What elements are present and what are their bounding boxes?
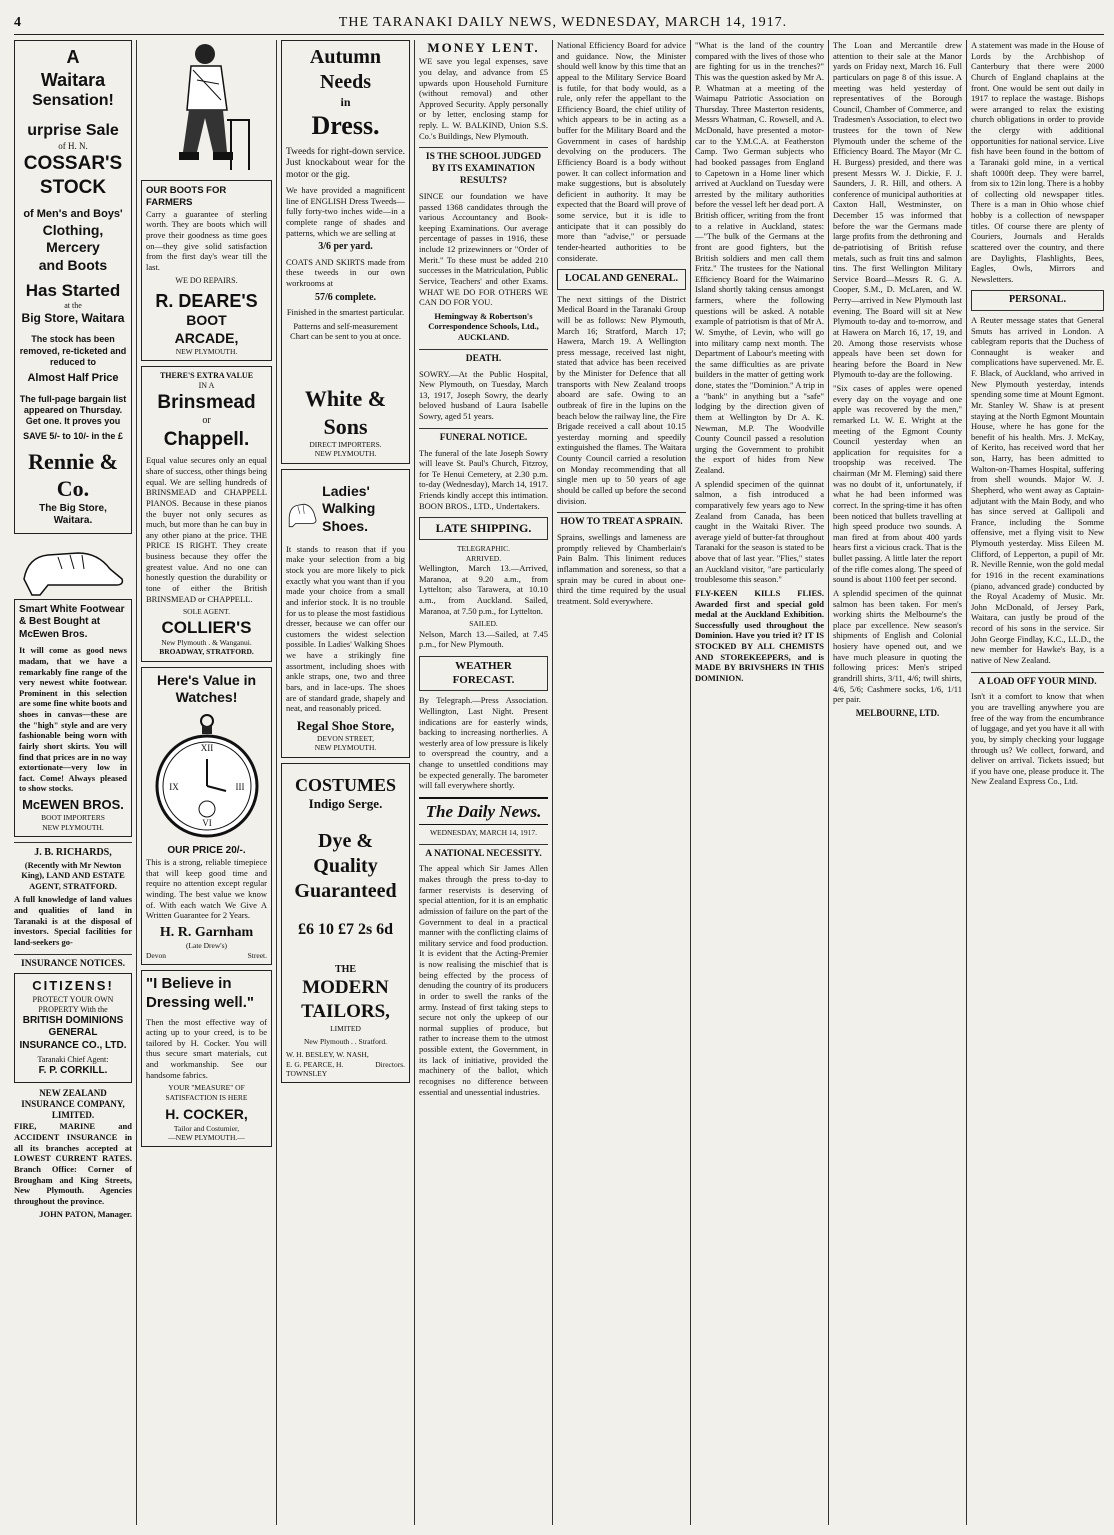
- ad-price: £6 10 £7 2s 6d: [297, 920, 394, 938]
- regal-shoe-ad: [281, 469, 410, 758]
- shoe-illustration: [14, 539, 132, 599]
- ad-name: McEWEN BROS.: [22, 797, 124, 812]
- ad-body: Tweeds for right-down service. Just knockabout wear for the motor or the gig.: [286, 146, 405, 181]
- article-body: A Reuter message states that General Smuts has arrived in London. A cablegram reports that the Duchess of Connaught is weaker and complications have supervened. Mr. E. F. Black, of Auckland, who arrived in New Plymouth yesterday, intends spending some time at Mount Egmont. Mr. Stanley W. Shaw is at present staying at the North Egmont Mountain House, where he has gone for the benefit of his health. Mrs. J. McKay, of Kerito, has received word that her son, Harry, has been admitted to Walton-on-Thames Hospital, suffering from shell wounds. Major W. J. Shepherd, who went away as Captain-adjutant with the Main Body, and who has since served at Gallipoli and France, including the Somme offensive, met a flying visit to New Plymouth yesterday. Miss Eileen M. Clifford, of Lepperton, a pupil of Mr. R. Neville Rennie, won the gold medal for 1916 in the recent examinations (piano, advanced grade) conducted by the Royal Academy of Music. Mr. John McDonald, of Jersey Park, Waitara, can justly be proud of the record of his sons in the service. Sir John George Findlay, K.C., LL.D., the new member for Hawke's Bay, is a native of New Zealand.: [971, 314, 1104, 665]
- ad-heading: OUR BOOTS FOR FARMERS: [146, 185, 227, 208]
- richards-notice: [14, 842, 132, 948]
- section-heading: A LOAD OFF YOUR MIND.: [971, 672, 1104, 689]
- section-heading: INSURANCE NOTICES.: [14, 954, 132, 971]
- ad-line: NEW PLYMOUTH.: [175, 347, 238, 356]
- ad-line: JOHN PATON, Manager.: [39, 1209, 132, 1220]
- article-body: Nelson, March 13.—Sailed, at 7.45 p.m., for New Plymouth.: [419, 628, 548, 650]
- ad-line: New Plymouth . & Wanganui.: [161, 637, 252, 647]
- ad-line: NEW PLYMOUTH.: [314, 449, 377, 459]
- ad-line: Almost Half Price: [27, 372, 119, 384]
- ad-price: 3/6 per yard.: [318, 241, 373, 253]
- rennie-logo: Rennie & Co.: [28, 448, 118, 502]
- ad-line: at the: [64, 301, 82, 311]
- article-body: SOWRY.—At the Public Hospital, New Plymouth, on Tuesday, March 13, 1917, Joseph Sowry, the dearly beloved husband of Laura Isabelle Sowry, aged 51 years.: [419, 368, 548, 421]
- ad-name: White & Sons: [304, 386, 387, 439]
- cocker-tailor-ad: [141, 970, 272, 1147]
- article-body: SINCE our foundation we have passed 1368 candidates through the various Accountancy and Book-keeping Examinations. Our average percentage of passes in 1916, these include 12 prizewinners or "Order of Merit." To these must be added 210 successes in the Matriculation, Public Service, Teachers' and other Exams. WHAT WE DO FOR OTHERS WE CAN DO FOR YOU.: [419, 190, 548, 308]
- article-body: Hemingway & Robertson's Correspondence Schools, Ltd., AUCKLAND.: [428, 310, 539, 342]
- ad-line: IN A: [198, 381, 215, 391]
- masthead: [14, 12, 1104, 35]
- ad-line: in: [340, 95, 351, 109]
- ad-line: STOCK: [39, 177, 107, 198]
- article-body: Sprains, swellings and lameness are promptly relieved by Chamberlain's Pain Balm. This liniment reduces inflammation and soreness, so that a sprain may be cured in about one-third the time required by the usual treatment. Sold everywhere.: [557, 532, 686, 606]
- article-body: The next sittings of the District Medical Board in the Taranaki Group will be as follows: New Plymouth, March 16; Stratford, March 17; Hawera, March 19. A Wellington press message, received last night, stated that advice has been received by the Minister for Defence that all transports with New Zealand troops aboard are safe. Owing to an outbreak of fire in the lupins on the beach below the railway line, the Fire Brigade received a call about 10.15 yesterday morning and speedily extinguished the flames. The Waitara County Council carried a resolution on Monday recommending that all single men up to 50 years of age should be called up before the second division.: [557, 293, 686, 506]
- subheading: TELEGRAPHIC.: [456, 544, 511, 554]
- section-heading: HOW TO TREAT A SPRAIN.: [557, 512, 686, 529]
- article-body: "What is the land of the country compared with the lives of those who are fighting for us in the trenches?" This was the question asked by Mr A. P. Whatman at a meeting of the Waimapu Patriotic Association on Thursday. Three Masterton residents, Messrs Whatman, C. Rowsell, and A. McDonald, have presented a motor-car to the Y.M.C.A. at Featherston Camp. Two German subjects who had booked passages from England to Capetown in a Home liner which arrived at Auckland on Tuesday were arrested by the military authorities before the vessel left her dead port. A British officer, writing from the front to a relative in Auckland, states:—"The bulk of the Germans at the front are good fighters, but the British soldiers and men call them Fritz." The trustees for the National Efficiency Board for the Waimarino Island shortly taking census amongst farmers, where the following questions will be asked. A notable example of patriotism is that of Mr A. W. Smythe, of Levin, who will go into military camp next month. The Department of Labour's meeting with the same difficulties as are private builders in the matter of getting work done, states the "Dominion." A trip in a "bank" in anything but a "safe" lodging by the direction given of them at Wellington by Dr A. K. Newman, M.P. The Woodville County Council passed a resolution urging the Government to prohibit the export of hides from New Zealand.: [695, 40, 824, 475]
- ad-body: It will come as good news madam, that we have a remarkably fine range of the very newest white footwear. Prominent in this selection are some fine white boots and shoes in canvas—these are the "high" style and are very fashionable being worn with fairly short skirts. You will find that prices are in no way extortionate—very low in fact. Come! Always pleased to show stocks.: [19, 645, 127, 794]
- article-body: FLY-KEEN KILLS FLIES. Awarded first and special gold medal at the Auckland Exhibition. Successfully used throughout the Dominion. Have you tried it? IT IS STOCKED BY ALL CHEMISTS AND STOREKEEPERS, and is MADE BY BRIVSHERS IN THIS DOMINION.: [695, 587, 824, 683]
- article-body: A statement was made in the House of Lords by the Archbishop of Canterbury that there were 2000 Church of England chaplains at the front. One would be sent out daily in 1917 to replace the wastage. Bishops were arranged to relax the existing church obligations in order to provide the clergy with additional opportunities for national service. Live fish have been found in the bottom of a Taranaki gold mine, in a vertical shaft 1000ft deep. They were barrel, from six to 12in long. There is a hobby of collecting old newspaper titles. There is a man in Ohio whose chief hobby is a collection of newspaper titles. Of course there are plenty of Couriers, Journals and Heralds scattered over the country, and there are Daylights, Flashlights, Bees, Eagles, Owls, Mirrors and Newsletters.: [971, 40, 1104, 284]
- column-rule: [828, 40, 829, 1525]
- ad-line: Big Store, Waitara: [21, 311, 125, 326]
- ad-heading: COSTUMES: [294, 774, 397, 795]
- ad-line: The full-page bargain list appeared on Thursday. Get one. It proves you: [19, 393, 127, 427]
- section-heading: FUNERAL NOTICE.: [419, 428, 548, 445]
- page-folio: 4: [14, 15, 22, 30]
- column-5: [557, 40, 686, 1525]
- pocket-watch-icon: [146, 711, 267, 841]
- ad-line: PROTECT YOUR OWN PROPERTY With the: [32, 994, 114, 1014]
- ad-line: DIRECT IMPORTERS.: [309, 440, 382, 449]
- ad-line: Has Started: [25, 281, 121, 300]
- british-dominions-ad: [14, 973, 132, 1082]
- colliers-piano-ad: [141, 366, 272, 661]
- ad-name: BRITISH DOMINIONS GENERAL INSURANCE CO., LTD.: [19, 1014, 127, 1051]
- ad-heading: Autumn Needs: [309, 46, 382, 93]
- ad-body: FIRE, MARINE and ACCIDENT INSURANCE in all its branches accepted at LOWEST CURRENT RATES. Branch Office: Corner of Brougham and King Streets, New Plymouth. Agencies throughout the province.: [14, 1121, 132, 1206]
- column-7: [833, 40, 962, 1525]
- nz-insurance-ad: [14, 1088, 132, 1220]
- ad-line: SOLE AGENT.: [183, 607, 230, 617]
- ad-body: Carry a guarantee of sterling worth. They are boots which will prove their goodness as time goes on—they give solid satisfaction from the first day's wear till the last.: [146, 208, 267, 272]
- garnham-watch-ad: [141, 667, 272, 966]
- ad-line: LIMITED: [330, 1023, 361, 1033]
- ad-line: DEVON STREET,: [317, 734, 374, 743]
- deare-boots-ad: [141, 180, 272, 361]
- subheading: SAILED.: [469, 619, 498, 629]
- article-signoff: MELBOURNE, LTD.: [855, 707, 940, 718]
- ad-body: We have provided a magnificent line of ENGLISH Dress Tweeds—fully forty-two inches wide—in a complete range of shades and patterns, which we are selling at: [286, 185, 405, 238]
- ad-line: Waitara: [40, 69, 106, 90]
- column-1: [14, 40, 132, 1525]
- ad-body: Equal value secures only an equal share of success, other things being equal. We are selling hundreds of BRINSMEAD and CHAPPELL PIANOS. Because in these pianos the buyer not only secures as much, but more than he can buy in any other piano at the price. THE PRICE IS RIGHT. They create business because they offer the greatest value. And no one can honestly question the durability or tone of either the British BRINSMEAD or CHAPPELL.: [146, 455, 267, 604]
- column-4: [419, 40, 548, 1525]
- ad-body: It stands to reason that if you make your selection from a big stock you are more likely to pick exactly what you want than if you made your choice from a small and inferior stock. It is no trouble for us to please the most fastidious dresser, because we can offer our customers the widest selection possible. In Ladies' Walking Shoes we have a strikingly fine assortment, including shoes with ankle straps, one, two and three bars, and in lace-ups. The shoes are of standard grade, shapely and neat, and reasonably priced.: [286, 543, 405, 714]
- ad-line: NEW PLYMOUTH.: [42, 822, 104, 832]
- svg-text:IX: IX: [168, 781, 179, 792]
- white-sons-ad: [281, 40, 410, 464]
- article-body: The funeral of the late Joseph Sowry will leave St. Paul's Church, Fitzroy, for Te Henui Cemetery, at 2.30 p.m. to-day (Wednesday), March 14, 1917. Friends kindly accept this intimation. BOON BROS., LTD., Undertakers.: [419, 447, 548, 511]
- article-body: Isn't it a comfort to know that when you are travelling anywhere you are free of the way from the encumbrance of luggage, and yet you have it all with you, by simply checking your luggage through us? We collect, forward, and deliver on arrival. Tickets issued; but if you have one, please produce it. The New Zealand Express Co., Ltd.: [971, 691, 1104, 787]
- ad-line: Directors.: [375, 1059, 405, 1069]
- cossar-sale-ad: [14, 40, 132, 534]
- ad-name: Regal Shoe Store,: [296, 717, 395, 733]
- ad-body: Then the most effective way of acting up to your creed, is to be tailored by H. Cocker. You will thus secure smart materials, cut and workmanship. See our handsome fabrics.: [146, 1016, 267, 1080]
- ad-body: This is a strong, reliable timepiece that will keep good time and require no attention except regular winding. The best value we know of. With each watch We Give A Written Guarantee for 2 Years.: [146, 857, 267, 921]
- ad-heading: NEW ZEALAND INSURANCE COMPANY, LIMITED.: [21, 1087, 125, 1121]
- ad-name: H. COCKER,: [165, 1106, 248, 1122]
- issue-date: WEDNESDAY, MARCH 14, 1917.: [429, 828, 538, 838]
- section-heading: MONEY LENT.: [427, 40, 540, 55]
- ad-price: 57/6 complete.: [314, 291, 377, 303]
- ad-name: R. DEARE'S: [155, 290, 258, 311]
- ad-line: Taranaki Chief Agent:: [37, 1055, 109, 1065]
- ad-line: THERE'S EXTRA VALUE: [159, 371, 254, 381]
- ad-body: COATS AND SKIRTS made from these tweeds in our own workrooms at: [286, 256, 405, 288]
- ad-line: New Plymouth . . Stratford.: [303, 1036, 388, 1046]
- ad-line: Indigo Serge.: [308, 796, 383, 812]
- ladies-shoe-icon: [286, 474, 318, 544]
- ad-line: The Big Store,: [39, 502, 107, 514]
- svg-text:VI: VI: [201, 817, 212, 828]
- column-6: [695, 40, 824, 1525]
- section-heading: WEATHER FORECAST.: [419, 656, 548, 692]
- ad-body: A full knowledge of land values and qualities of land in Taranaki is at the disposal of investors. Special facilities for land-seekers go-: [14, 894, 132, 947]
- ad-line: of Men's and Boys': [23, 207, 123, 220]
- ad-line: of H. N.: [58, 141, 88, 151]
- ad-line: THE: [334, 963, 357, 975]
- article-body: By Telegraph.—Press Association. Wellington, Last Night. Present indications are for easterly winds, backing to increasing northerlies. A westerly area of low pressure is likely to overspread the country, and a change to unsettled conditions may be expected generally. The barometer will fall everywhere shortly.: [419, 695, 548, 791]
- article-body: National Efficiency Board for advice and guidance. Now, the Minister should well know by this time that an appeal to the Military Service Board is futile, for that body would, as a rule, only refer the appellant to the Efficiency Board, the chief utility of which appears to be in acting as a buffer for the Military Board and the Government in cases of hardship devolving on the producers. The Efficiency Board is a body without power. It can collect information and make suggestions, but is absolutely deficient in authority. It may be expected that the Board will prove of some service, but it is idle to anticipate that it can possibly do more than "advise," or persuade tender-hearted authorities to be considerate.: [557, 40, 686, 263]
- article-body: The Loan and Mercantile drew attention to their sale at the Manor yards on Friday next, March 16. Full particulars on page 8 of this issue. A meeting was held yesterday of representatives of the Borough Council, Chamber of Commerce, and Tradesmen's Association, to elect two trustees for the town of New Plymouth under the scheme of the Efficiency Board. The Mayor (Mr C. H. Burgess) presided, and there was present Messrs W. J. Dickie, F. J. Saunders, J. R. Hill, and others. A conference of municipal authorities at Caxton Hall, Westminster, on December 15 was informed that before the war the Germans made large profits from the dethroning and de-patriotising of British refuse metals, such as fruit tins and salmon tins. The first Wellington Military Service Board—Messrs R. G. A. Cooper, S.M., D. McLaren, and W. Perry—arrived in New Plymouth last evening. The Board will sit at New Plymouth to-day and to-morrow, and at Hawera on March 16, 17, 19, and 20. Among those reservists whose appeals have been set down for hearing before the Board in New Plymouth to-day are the following.: [833, 40, 962, 380]
- column-rule: [966, 40, 967, 1525]
- ad-line: NEW PLYMOUTH.: [314, 743, 377, 753]
- ad-name: COLLIER'S: [161, 617, 252, 637]
- ad-name: H. R. Garnham: [159, 924, 254, 940]
- svg-text:XII: XII: [200, 742, 213, 753]
- column-rule: [552, 40, 553, 1525]
- column-3: [281, 40, 410, 1525]
- ad-line: Clothing, Mercery: [42, 221, 104, 255]
- ad-line: or: [202, 415, 211, 427]
- ad-line: A: [66, 47, 80, 67]
- svg-text:III: III: [235, 781, 244, 792]
- section-heading: LATE SHIPPING.: [419, 517, 548, 540]
- ad-name: BOOT: [186, 312, 227, 328]
- ad-heading: Smart White Footwear & Best Bought at McEwen Bros.: [19, 603, 125, 640]
- column-rule: [276, 40, 277, 1525]
- ad-line: (Late Drew's): [185, 941, 228, 951]
- ad-line: —NEW PLYMOUTH.—: [168, 1132, 245, 1142]
- article-body: WE save you legal expenses, save you delay, and advance from £5 upwards upon Household Furniture (without removal) and other Approved Security. Apply personally or by letter, enclosing stamp for reply. L. W. BALKIND, Union S.S. Co.'s Buildings, New Plymouth.: [419, 56, 548, 141]
- ad-name: Brinsmead: [157, 392, 256, 414]
- ad-line: Tailor and Costumier,: [173, 1123, 240, 1133]
- ad-heading: CITIZENS!: [32, 978, 114, 994]
- section-heading: DEATH.: [419, 349, 548, 366]
- ad-name: Chappell.: [163, 428, 250, 450]
- ad-heading: "I Believe in Dressing well.": [146, 975, 254, 1011]
- ad-line: Devon: [146, 950, 166, 960]
- article-body: A splendid specimen of the quinnat salmon has been taken. For men's working shirts the Melbourne's the place par excellence. New season's shipments of English and Colonial hosiery have opened out, and we have much pleasure in quoting the following prices: Men's striped grandrill shirts, 3/11, 4/6; twill shirts, 4/6, 5/6; Cashmere socks, 1/6, 1/11 per pair.: [833, 587, 962, 705]
- modern-tailors-ad: [281, 763, 410, 1084]
- ad-line: Street.: [247, 950, 267, 960]
- ad-body: (Recently with Mr Newton King), LAND AND ESTATE AGENT, STRATFORD.: [21, 859, 125, 891]
- column-rule: [136, 40, 137, 1525]
- section-heading: IS THE SCHOOL JUDGED BY ITS EXAMINATION RESULTS?: [419, 147, 548, 188]
- ad-line: The stock has been removed, re-ticketed and reduced to: [19, 334, 127, 367]
- ad-line: COSSAR'S: [23, 153, 123, 175]
- column-8: [971, 40, 1104, 1525]
- ad-name: J. B. RICHARDS,: [34, 847, 112, 858]
- ad-heading: Ladies' Walking Shoes.: [322, 482, 376, 534]
- column-2: [141, 40, 272, 1525]
- editorial-heading: A NATIONAL NECESSITY.: [419, 844, 548, 861]
- ad-line: W. H. BESLEY, W. NASH, E. G. PEARCE, H. TOWNSLEY: [286, 1050, 369, 1078]
- newspaper-nameplate: The Daily News.: [419, 797, 548, 825]
- ad-body: Patterns and self-measurement Chart can be sent to you at once.: [290, 320, 401, 342]
- article-body: Wellington, March 13.—Arrived, Maranoa, at 9.20 a.m., from Lyttelton; also Tarawera, at 10.10 a.m., from Auckland. Sailed, Maranoa, at 7.50 p.m., for Lyttelton.: [419, 563, 548, 616]
- ad-heading: Here's Value in Watches!: [156, 671, 257, 705]
- ad-line: WE DO REPAIRS.: [175, 275, 238, 285]
- farmer-illustration: [141, 40, 272, 180]
- mcewen-ad: [14, 599, 132, 837]
- column-rule: [414, 40, 415, 1525]
- ad-line: urprise Sale: [27, 122, 119, 139]
- article-body: A splendid specimen of the quinnat salmon, a fish introduced a comparatively few years ago to New Zealand from Canada, has been caught in the Waitaki River. The average yield of butter-fat throughout Taranaki for the season is stated to be above that of last year. "Flies," states an Auckland visitor, "are particularly troublesome this season.": [695, 478, 824, 585]
- masthead-title: THE TARANAKI DAILY NEWS, WEDNESDAY, MARCH 14, 1917.: [338, 15, 788, 30]
- section-heading: PERSONAL.: [971, 290, 1104, 311]
- column-rule: [690, 40, 691, 1525]
- ad-line: Waitara.: [53, 515, 93, 527]
- ad-heading: Dress.: [311, 111, 380, 140]
- ad-body: Finished in the smartest particular.: [286, 307, 405, 318]
- article-body: "Six cases of apples were opened every day on the voyage and one apple was recovered by the men," remarked Lt. W. E. Wright at the meeting of the Egmont County Council yesterday when an application for requisites for a troopship was received. The chairman (Mr M. Fleming) said there was no doubt of it, unfortunately, if what he had been informed was correct. In the spring-time it has often been noticed that bullets travelling at high speed produce two sounds. A man fired at from about 400 yards hears first a vicious crack. That is the bullet passing. A little later the report of the rifle comes along. The speed of sound is about 1100 feet per second.: [833, 383, 962, 585]
- ad-line: Sensation!: [32, 92, 114, 109]
- ad-name: MODERN TAILORS,: [301, 977, 390, 1022]
- editorial-body: The appeal which Sir James Allen makes through the press to-day to farmer reservists is deserving of special attention, for it is an emphatic admission of failure on the part of the Government to deal in a practical manner with the conflicting claims of military service and food production. It is evident that the Acting-Premier is now realising the mischief that is being effected by the process of denuding the country of its producers in order to swell the ranks of the army. Instead of first taking steps to secure not only the upkeep of our normal supplies of produce, but rather to increase them to the utmost possible extent, the Government, in its lack of initiative, provided the machinery of the ballot, which recognises no difference between essential and unessential industries.: [419, 863, 548, 1097]
- ad-line: YOUR "MEASURE" OF SATISFACTION IS HERE: [165, 1083, 248, 1102]
- ad-line: SAVE 5/- to 10/- in the £: [23, 430, 123, 441]
- subheading: ARRIVED.: [465, 553, 502, 563]
- ad-line: BROADWAY, STRATFORD.: [159, 647, 254, 657]
- section-heading: LOCAL AND GENERAL.: [557, 269, 686, 290]
- ad-line: F. P. CORKILL.: [38, 1065, 108, 1077]
- ad-line: BOOT IMPORTERS: [41, 813, 105, 823]
- ad-heading: Dye & Quality Guaranteed: [294, 829, 397, 902]
- ad-price: OUR PRICE 20/-.: [167, 844, 246, 856]
- ad-line: and Boots: [38, 256, 108, 273]
- ad-name: ARCADE,: [174, 329, 239, 346]
